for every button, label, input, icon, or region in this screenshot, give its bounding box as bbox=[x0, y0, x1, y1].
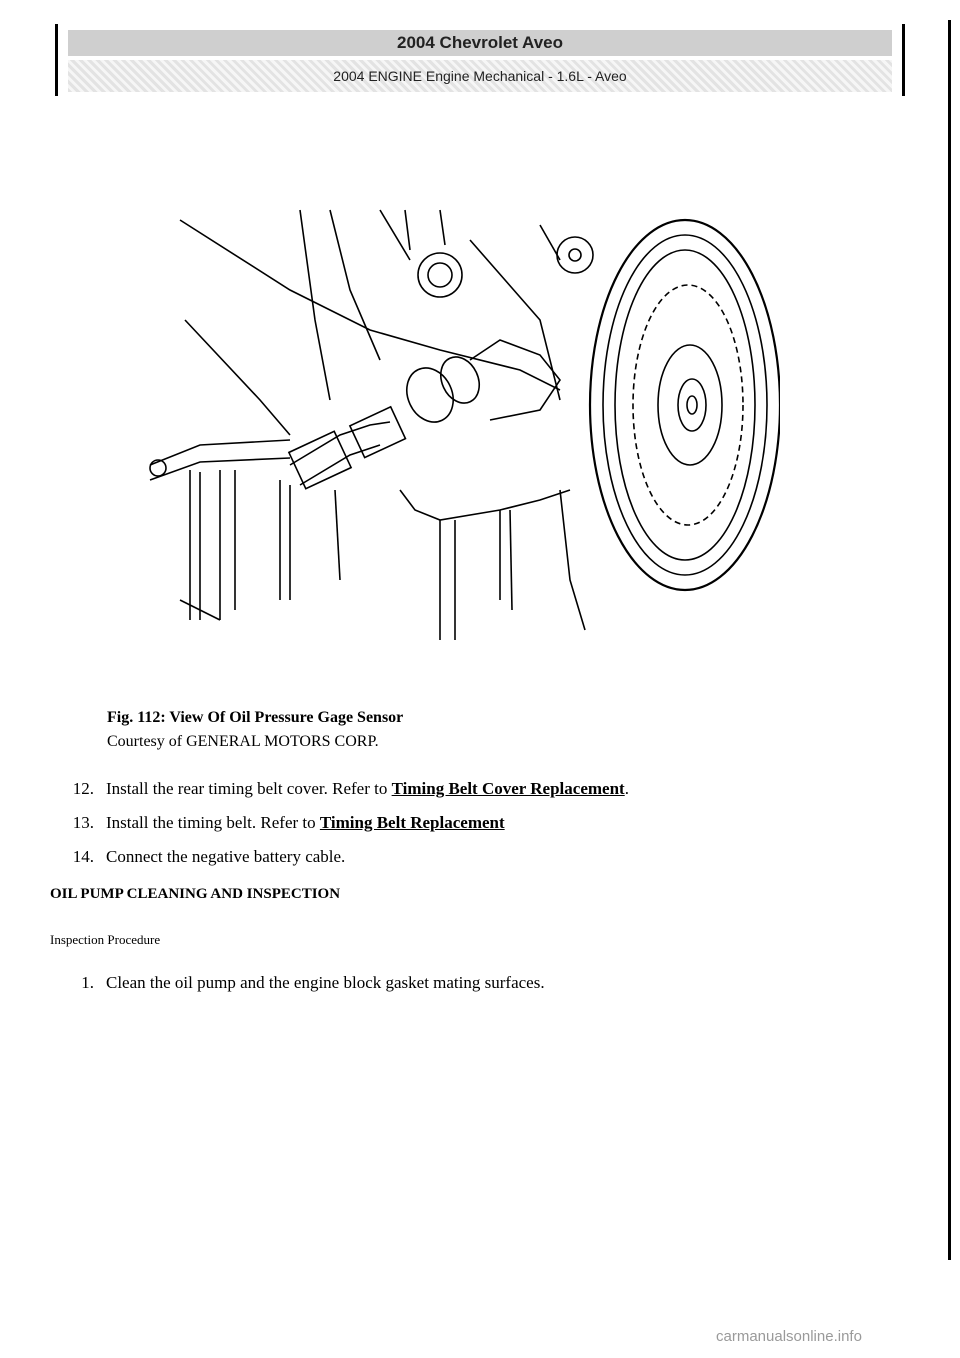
timing-belt-cover-replacement-link[interactable]: Timing Belt Cover Replacement bbox=[391, 779, 625, 798]
figure-caption-title: Fig. 112: View Of Oil Pressure Gage Sensor bbox=[107, 709, 404, 726]
step-text: Install the timing belt. Refer to bbox=[106, 813, 320, 832]
inspection-step-1 bbox=[58, 970, 918, 1004]
inspection-steps bbox=[58, 970, 918, 1004]
figure-caption bbox=[107, 706, 403, 754]
header-subtitle: 2004 ENGINE Engine Mechanical - 1.6L - Aveo bbox=[68, 60, 892, 92]
step-number: 1. bbox=[81, 973, 94, 992]
oil-pan bbox=[150, 440, 585, 640]
figure-caption-credit: Courtesy of GENERAL MOTORS CORP. bbox=[107, 733, 379, 750]
procedure-step-13 bbox=[58, 810, 918, 844]
procedure-step-12 bbox=[58, 776, 918, 810]
header-title: 2004 Chevrolet Aveo bbox=[68, 30, 892, 56]
page-header bbox=[55, 24, 905, 96]
section-title: OIL PUMP CLEANING AND INSPECTION bbox=[50, 886, 341, 902]
step-number: 12. bbox=[72, 779, 94, 798]
timing-belt-replacement-link[interactable]: Timing Belt Replacement bbox=[319, 813, 505, 832]
engine-bracket bbox=[180, 210, 593, 435]
step-text: Connect the negative battery cable. bbox=[106, 847, 346, 866]
section-subtitle: Inspection Procedure bbox=[50, 932, 161, 947]
step-text: Clean the oil pump and the engine block gasket mating surfaces. bbox=[106, 973, 545, 992]
step-number: 14. bbox=[72, 847, 94, 866]
step-number: 13. bbox=[72, 813, 94, 832]
page-right-rule bbox=[948, 20, 951, 1260]
oil-pressure-sensor-illustration bbox=[140, 200, 780, 640]
step-text: Install the rear timing belt cover. Refer to bbox=[106, 779, 392, 798]
procedure-step-14 bbox=[58, 844, 918, 878]
procedure-steps bbox=[58, 776, 918, 878]
watermark: carmanualsonline.info bbox=[716, 1328, 862, 1345]
step-text-tail: . bbox=[624, 779, 629, 798]
oil-pressure-sensor bbox=[289, 340, 560, 489]
crankshaft-pulley bbox=[590, 220, 780, 590]
